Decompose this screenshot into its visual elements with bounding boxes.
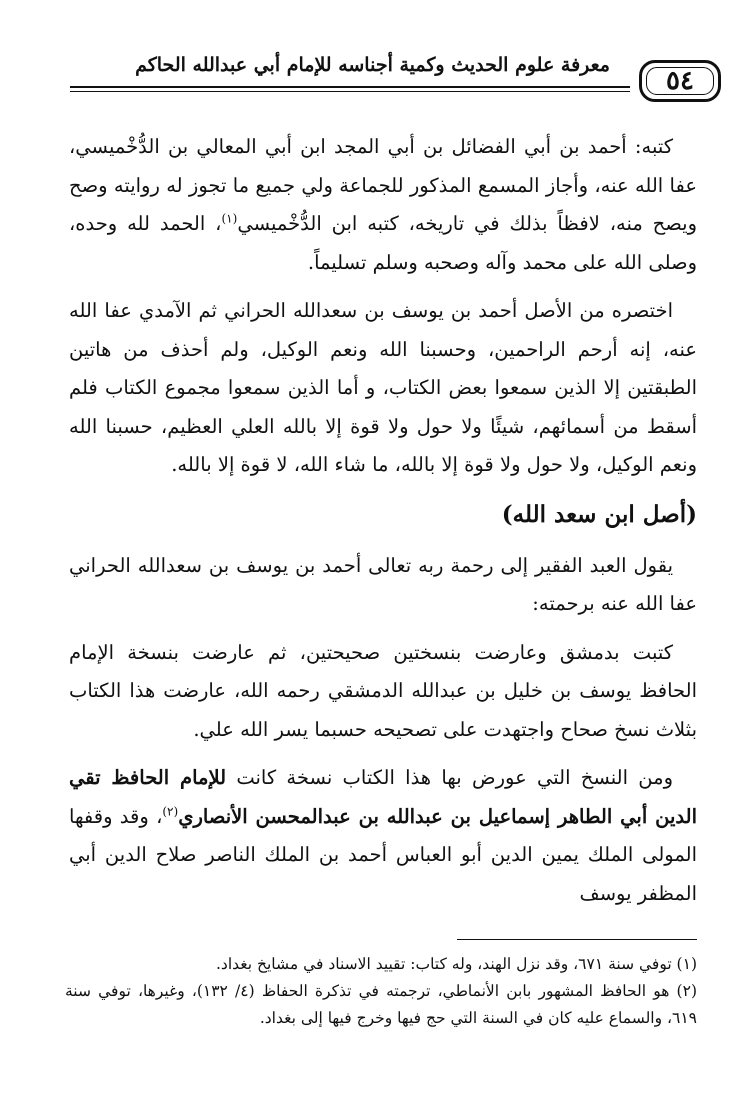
footnote-separator (457, 939, 697, 940)
footnote-1: (١) توفي سنة ٦٧١، وقد نزل الهند، وله كتاب: تقييد الاسناد في مشايخ بغداد. (215, 955, 697, 973)
page-number: ٥٤ (666, 66, 694, 96)
paragraph-manuscripts-text-a: ومن النسخ التي عورض بها هذا الكتاب نسخة كانت (226, 766, 673, 789)
scholar-name-bold: للإمام الحافظ تقي الدين أبي الطاهر إسماعيل بن عبدالله بن عبدالمحسن الأنصاري (69, 766, 697, 828)
footnote-2: (٢) هو الحافظ المشهور بابن الأنماطي، ترجمته في تذكرة الحفاظ (٤/ ١٣٢)، وغيرها، توفي سنة ٦١٩، والسماع عليه كان في السنة التي حج فيها وخرج فيها إلى بغداد. (65, 982, 697, 1027)
footnote-ref-1: (١) (221, 211, 238, 226)
header-rule-thin (70, 91, 630, 92)
paragraph-abridgement: اختصره من الأصل أحمد بن يوسف بن سعدالله الحراني ثم الآمدي عفا الله عنه، إنه أرحم الراحمين، وحسبنا الله ونعم الوكيل، ولم أحذف من هاتين الطبقتين إلا الذين سمعوا بعض الكتاب، و أما الذين سمعوا مجموع الكتاب فلم أسقط من أسمائهم، شيئًا ولا حول ولا قوة إلا بالله العلي العظيم، حسبنا الله ونعم الوكيل، ولا حول ولا قوة إلا بالله، ما شاء الله، لا قوة إلا بالله. (69, 299, 697, 476)
paragraph-collation: كتبت بدمشق وعارضت بنسختين صحيحتين، ثم عارضت بنسخة الإمام الحافظ يوسف بن خليل بن عبدالله الدمشقي رحمه الله، عارضت هذا الكتاب بثلاث نسخ صحاح واجتهدت على تصحيحه حسبما يسر الله علي. (69, 640, 697, 741)
paragraph-colophon-text-b: ، الحمد لله وحده، وصلى الله على محمد وآله وصحبه وسلم تسليماً. (69, 212, 697, 274)
section-heading: (أصل ابن سعد الله) (501, 500, 697, 528)
header-rule (70, 86, 630, 88)
footnote-ref-2: (٢) (162, 804, 179, 818)
paragraph-author-statement: يقول العبد الفقير إلى رحمة ربه تعالى أحمد بن يوسف بن سعدالله الحراني عفا الله عنه برحمته: (69, 553, 697, 615)
footnotes (65, 951, 697, 1032)
paragraph-colophon (69, 128, 697, 282)
paragraph-manuscripts (69, 759, 697, 913)
paragraph-manuscripts-text-b: ، وقد وقفها المولى الملك يمين الدين أبو العباس أحمد بن الملك الناصر صلاح الدين أبي المظفر يوسف (69, 804, 697, 905)
running-head-title: معرفة علوم الحديث وكمية أجناسه للإمام أبي عبدالله الحاكم (135, 54, 610, 76)
main-text (69, 128, 697, 923)
paragraph-colophon-text-a: كتبه: أحمد بن أبي الفضائل بن أبي المجد ابن أبي المعالي بن الدُّخْميسي، عفا الله عنه، وأجاز المسمع المذكور للجماعة ولي جميع ما تجوز له روايته وصح ويصح منه، لافظاً بذلك في تاريخه، كتبه ابن الدُّخْميسي (69, 135, 698, 235)
page-number-badge (639, 60, 721, 102)
